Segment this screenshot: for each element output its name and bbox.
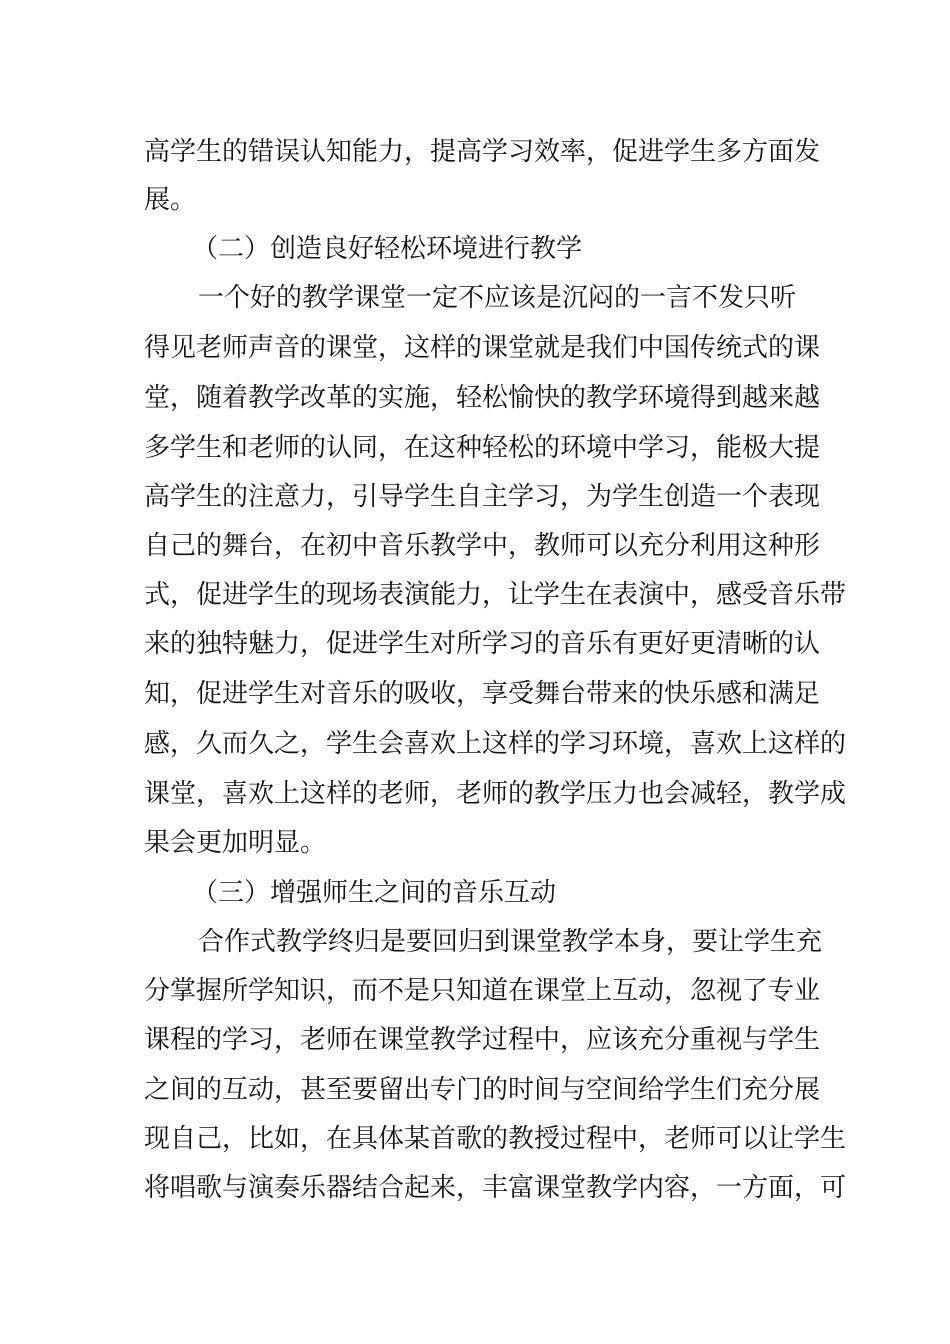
text-line: 式，促进学生的现场表演能力，让学生在表演中，感受音乐带 [144, 580, 847, 610]
text-line: 高学生的错误认知能力，提高学习效率，促进学生多方面发 [144, 137, 821, 167]
text-line: 现自己，比如，在具体某首歌的教授过程中，老师可以让学生 [144, 1124, 847, 1154]
text-line: 自己的舞台，在初中音乐教学中，教师可以充分利用这种形 [144, 531, 821, 561]
text-line: 得见老师声音的课堂，这样的课堂就是我们中国传统式的课 [144, 333, 821, 363]
text-line: 感，久而久之，学生会喜欢上这样的学习环境，喜欢上这样的 [144, 729, 847, 759]
text-line: 将唱歌与演奏乐器结合起来，丰富课堂教学内容，一方面，可 [144, 1173, 847, 1203]
section-heading: （三）增强师生之间的音乐互动 [192, 878, 557, 908]
paragraph-first-line: 一个好的教学课堂一定不应该是沉闷的一言不发只听 [198, 283, 797, 313]
text-line: 果会更加明显。 [144, 828, 327, 858]
section-heading: （二）创造良好轻松环境进行教学 [192, 234, 583, 264]
text-line: 知，促进学生对音乐的吸收，享受舞台带来的快乐感和满足 [144, 679, 821, 709]
text-line: 堂，随着教学改革的实施，轻松愉快的教学环境得到越来越 [144, 383, 821, 413]
text-line: 多学生和老师的认同，在这种轻松的环境中学习，能极大提 [144, 433, 821, 463]
text-line: 分掌握所学知识，而不是只知道在课堂上互动，忽视了专业 [144, 976, 821, 1006]
text-line: 展。 [144, 185, 197, 215]
text-line: 来的独特魅力，促进学生对所学习的音乐有更好更清晰的认 [144, 629, 821, 659]
text-line: 高学生的注意力，引导学生自主学习，为学生创造一个表现 [144, 482, 821, 512]
text-line: 课程的学习，老师在课堂教学过程中，应该充分重视与学生 [144, 1025, 821, 1055]
text-line: 之间的互动，甚至要留出专门的时间与空间给学生们充分展 [144, 1075, 821, 1105]
paragraph-first-line: 合作式教学终归是要回归到课堂教学本身，要让学生充 [198, 927, 823, 957]
text-line: 课堂，喜欢上这样的老师，老师的教学压力也会减轻，教学成 [144, 779, 847, 809]
